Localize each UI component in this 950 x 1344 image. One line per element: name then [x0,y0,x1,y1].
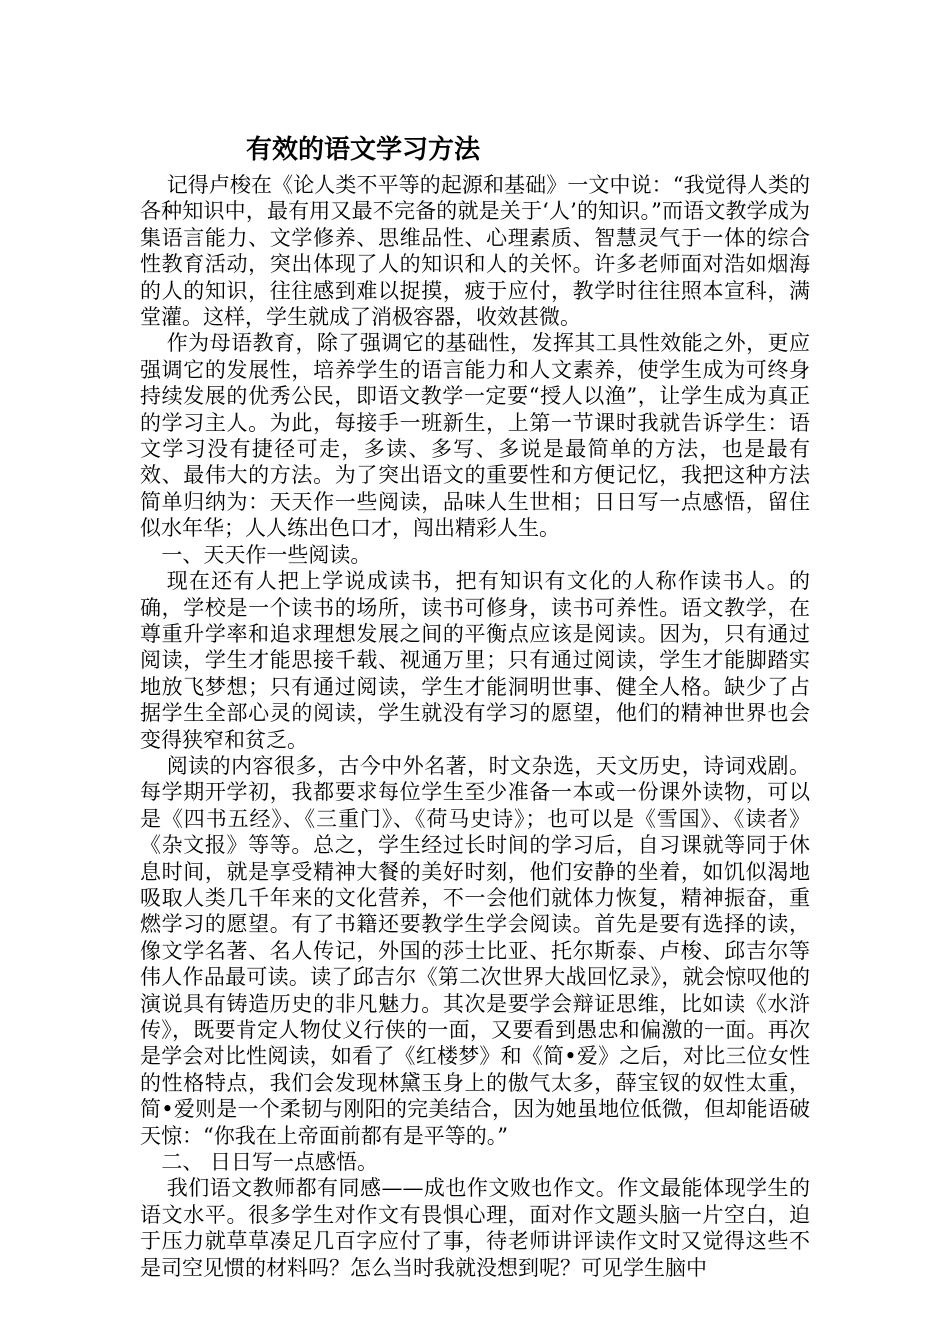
paragraph-mother-tongue: 作为母语教育，除了强调它的基础性，发挥其工具性效能之外，更应强调它的发展性，培养学生的语言能力和人文素养，使学生成为可终身持续发展的优秀公民，即语文教学一定要“授人以渔”，让学生成为真正的学习主人。为此，每接手一班新生，上第一节课时我就告诉学生：语文学习没有捷径可走，多读、多写、多说是最简单的方法，也是最有效、最伟大的方法。为了突出语文的重要性和方便记忆，我把这种方法简单归纳为：天天作一些阅读，品味人生世相；日日写一点感悟，留住似水年华；人人练出色口才，闯出精彩人生。 [140,331,810,541]
section-heading-writing: 二、 日日写一点感悟。 [161,1150,379,1175]
paragraph-intro: 记得卢梭在《论人类不平等的起源和基础》一文中说：“我觉得人类的各种知识中，最有用又最不完备的就是关于‘人’的知识。”而语文教学成为集语言能力、文学修养、思维品性、心理素质、智慧灵气于一体的综合性教育活动，突出体现了人的知识和人的关怀。许多老师面对浩如烟海的人的知识，往往感到难以捉摸，疲于应付，教学时往往照本宣科，满堂灌。这样，学生就成了消极容器，收效甚微。 [140,173,810,330]
document-body [140,172,810,1281]
section-heading-reading: 一、天天作一些阅读。 [161,542,372,567]
paragraph-writing: 我们语文教师都有同感——成也作文败也作文。作文最能体现学生的语文水平。很多学生对作文有畏惧心理，面对作文题头脑一片空白，迫于压力就草草凑足几百字应付了事，待老师讲评读作文时又觉得这些不是司空见惯的材料吗？怎么当时我就没想到呢？可见学生脑中 [140,1176,810,1280]
document-title: 有效的语文学习方法 [246,135,481,165]
paragraph-reading-importance: 现在还有人把上学说成读书，把有知识有文化的人称作读书人。的确，学校是一个读书的场所，读书可修身，读书可养性。语文教学，在尊重升学率和追求理想发展之间的平衡点应该是阅读。因为，只有通过阅读，学生才能思接千载、视通万里；只有通过阅读，学生才能脚踏实地放飞梦想；只有通过阅读，学生才能洞明世事、健全人格。缺少了占据学生全部心灵的阅读，学生就没有学习的愿望，他们的精神世界也会变得狭窄和贫乏。 [140,569,810,752]
paragraph-reading-content: 阅读的内容很多，古今中外名著，时文杂选，天文历史，诗词戏剧。每学期开学初，我都要求每位学生至少准备一本或一份课外读物，可以是《四书五经》、《三重门》、《荷马史诗》；也可以是《雪国》、《读者》《杂文报》等等。总之，学生经过长时间的学习后，自习课就等同于休息时间，就是享受精神大餐的美好时刻，他们安静的坐着，如饥似渴地吸取人类几千年来的文化营养，不一会他们就体力恢复，精神振奋，重燃学习的愿望。有了书籍还要教学生学会阅读。首先是要有选择的读，像文学名著、名人传记，外国的莎士比亚、托尔斯泰、卢梭、邱吉尔等伟人作品最可读。读了邱吉尔《第二次世界大战回忆录》，就会惊叹他的演说具有铸造历史的非凡魅力。其次是要学会辩证思维，比如读《水浒传》，既要肯定人物仗义行侠的一面，又要看到愚忠和偏激的一面。再次是学会对比性阅读，如看了《红楼梦》和《简•爱》之后，对比三位女性的性格特点，我们会发现林黛玉身上的傲气太多，薛宝钗的奴性太重，简•爱则是一个柔韧与刚阳的完美结合，因为她虽地位低微，但却能语破天惊：“你我在上帝面前都有是平等的。” [140,753,810,1148]
